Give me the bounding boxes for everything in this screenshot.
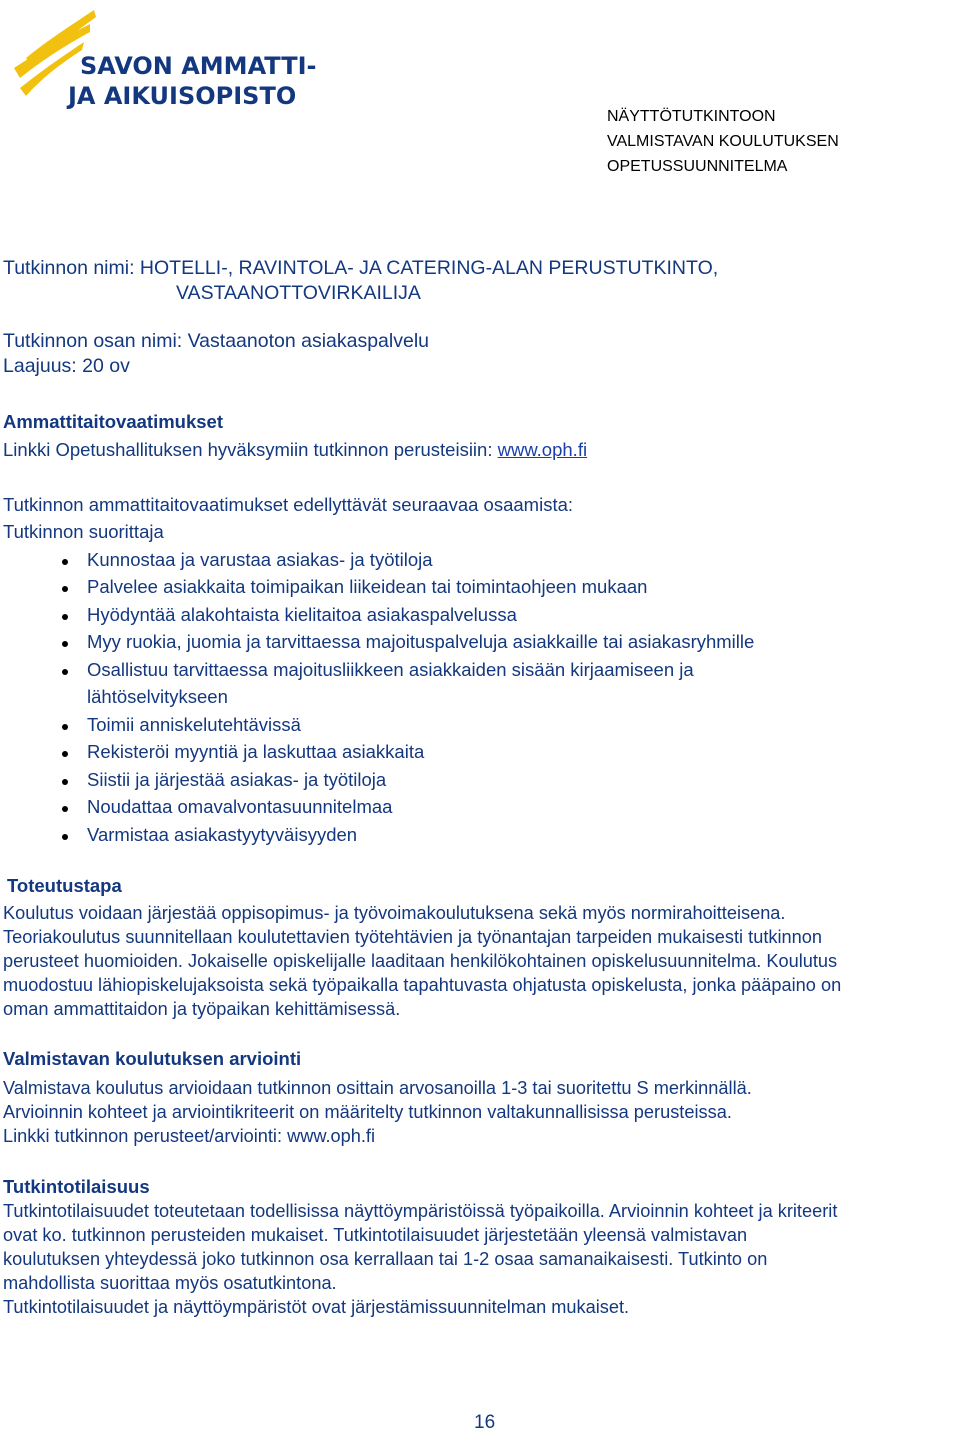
implementation-heading: Toteutustapa xyxy=(7,875,122,896)
implementation-paragraph: Koulutus voidaan järjestää oppisopimus- ja työvoimakoulutuksena sekä myös normirahoitteisena. Teoriakoulutus suunnitellaan koulutettavien työtehtävien ja työnantajan tarpeiden mukaisesti tutkinnon perusteet huomioiden. Jokaiselle opiskelijalle laaditaan henkilökohtainen opiskelusuunnitelma. Koulutus muodostuu lähiopiskelujaksoista sekä työpaikalla tapahtuvasta ohjatusta opiskelusta, jonka pääpaino on oman ammattitaidon ja työpaikan kehittämisessä. xyxy=(3,903,842,1019)
requirements-link-line xyxy=(3,439,587,461)
page-number: 16 xyxy=(474,1412,496,1433)
bullet-icon xyxy=(62,834,68,840)
logo-line-2: JA AIKUISOPISTO xyxy=(68,82,297,110)
header-line: NÄYTTÖTUTKINTOON xyxy=(607,108,776,125)
requirements-intro: Tutkinnon ammattitaitovaatimukset edellyttävät seuraavaa osaamista: xyxy=(3,494,574,515)
bullet-icon xyxy=(62,614,68,620)
module-name: Tutkinnon osan nimi: Vastaanoton asiakaspalvelu xyxy=(3,330,430,352)
oph-link[interactable]: www.oph.fi xyxy=(497,439,588,460)
module-scope: Laajuus: 20 ov xyxy=(3,355,130,377)
bullet-icon xyxy=(62,586,68,592)
logo-line-1: SAVON AMMATTI- xyxy=(80,52,317,80)
bullet-icon xyxy=(62,669,68,675)
exam-heading: Tutkintotilaisuus xyxy=(3,1176,150,1197)
bullet-icon xyxy=(62,779,68,785)
qualification-title: Tutkinnon nimi: HOTELLI-, RAVINTOLA- JA CATERING-ALAN PERUSTUTKINTO, xyxy=(3,257,719,279)
qualification-title-cont: VASTAANOTTOVIRKAILIJA xyxy=(176,282,421,304)
performer-label: Tutkinnon suorittaja xyxy=(3,521,164,542)
requirements-link-prefix: Linkki Opetushallituksen hyväksymiin tutkinnon perusteisiin: xyxy=(3,439,498,460)
exam-paragraph: Tutkintotilaisuudet toteutetaan todellisissa näyttöympäristöissä työpaikoilla. Arvioinnin kohteet ja kriteerit ovat ko. tutkinnon perusteiden mukaiset. Tutkintotilaisuudet järjestetään yleensä valmistavan koulutuksen yhteydessä joko tutkinnon osa kerrallaan tai 1-2 osaa samanaikaisesti. Tutkinto on mahdollista suorittaa myös osatutkintona. Tutkintotilaisuudet ja näyttöympäristöt ovat järjestämissuunnitelman mukaiset. xyxy=(3,1201,838,1317)
bullet-icon xyxy=(62,751,68,757)
bullet-icon xyxy=(62,806,68,812)
bullet-icon xyxy=(62,559,68,565)
assessment-heading: Valmistavan koulutuksen arviointi xyxy=(3,1048,302,1069)
header-line: OPETUSSUUNNITELMA xyxy=(607,158,788,175)
bullet-icon xyxy=(62,641,68,647)
bullet-icon xyxy=(62,724,68,730)
document-header xyxy=(607,104,839,179)
logo xyxy=(8,8,348,113)
requirements-heading: Ammattitaitovaatimukset xyxy=(3,411,224,432)
header-line: VALMISTAVAN KOULUTUKSEN xyxy=(607,133,839,150)
assessment-paragraph: Valmistava koulutus arvioidaan tutkinnon osittain arvosanoilla 1-3 tai suoritettu S merkinnällä. Arvioinnin kohteet ja arviointikriteerit on määritelty tutkinnon valtakunnallisissa perusteissa. Linkki tutkinnon perusteet/arviointi: www.oph.fi xyxy=(3,1078,752,1146)
